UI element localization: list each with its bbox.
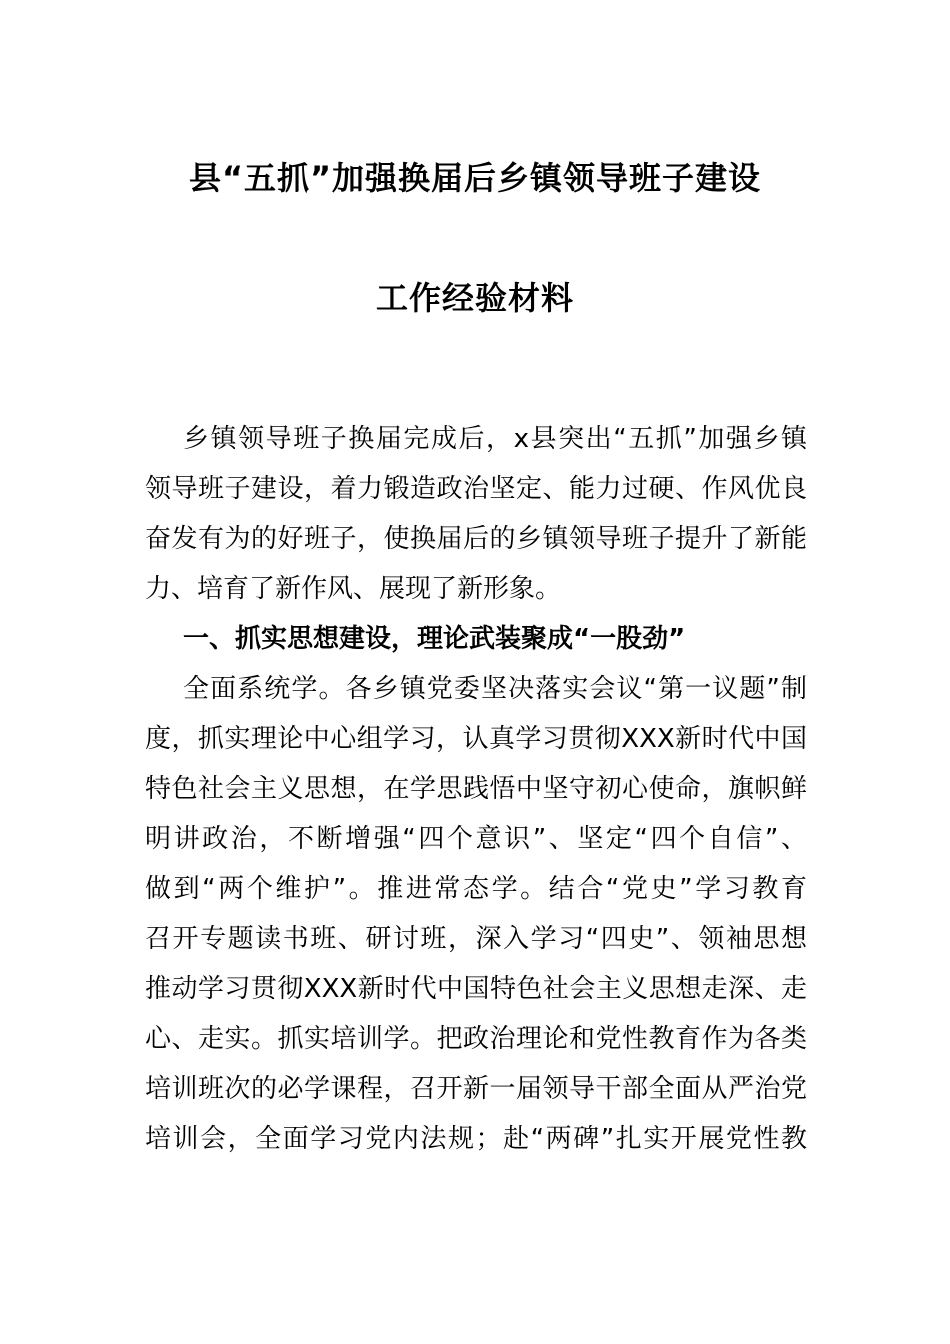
- paragraph-line: 力、培育了新作风、展现了新形象。: [145, 574, 562, 604]
- paragraph-line: 做到“两个维护”。推进常态学。结合“党史”学习教育: [145, 874, 807, 904]
- paragraph-line: 乡镇领导班子换届完成后，x县突出“五抓”加强乡镇: [183, 424, 807, 454]
- paragraph-line: 培训会，全面学习党内法规；赴“两碑”扎实开展党性教: [145, 1124, 807, 1154]
- section-heading-text: 一、抓实思想建设，理论武装聚成“一股劲”: [183, 624, 686, 654]
- paragraph-line: 特色社会主义思想，在学思践悟中坚守初心使命，旗帜鲜: [145, 774, 807, 804]
- paragraph-line: 培训班次的必学课程，召开新一届领导干部全面从严治党: [145, 1074, 807, 1104]
- paragraph-line: 心、走实。抓实培训学。把政治理论和党性教育作为各类: [145, 1024, 807, 1054]
- paragraph-intro: [145, 414, 807, 614]
- section-heading-1: [145, 614, 807, 664]
- paragraph-line: 推动学习贯彻XXX新时代中国特色社会主义思想走深、走: [145, 974, 807, 1004]
- paragraph-line: 召开专题读书班、研讨班，深入学习“四史”、领袖思想: [145, 924, 807, 954]
- paragraph-line: 度，抓实理论中心组学习，认真学习贯彻XXX新时代中国: [145, 724, 807, 754]
- document-body: [145, 414, 807, 1164]
- document-title-line-1: 县“五抓”加强换届后乡镇领导班子建设: [188, 159, 762, 197]
- paragraph-line: 全面系统学。各乡镇党委坚决落实会议“第一议题”制: [183, 674, 807, 704]
- paragraph-line: 领导班子建设，着力锻造政治坚定、能力过硬、作风优良: [145, 474, 807, 504]
- document-title-line-2: 工作经验材料: [375, 279, 574, 317]
- paragraph-line: 奋发有为的好班子，使换届后的乡镇领导班子提升了新能: [145, 524, 807, 554]
- paragraph-line: 明讲政治，不断增强“四个意识”、坚定“四个自信”、: [145, 824, 807, 854]
- paragraph-section-1: [145, 664, 807, 1164]
